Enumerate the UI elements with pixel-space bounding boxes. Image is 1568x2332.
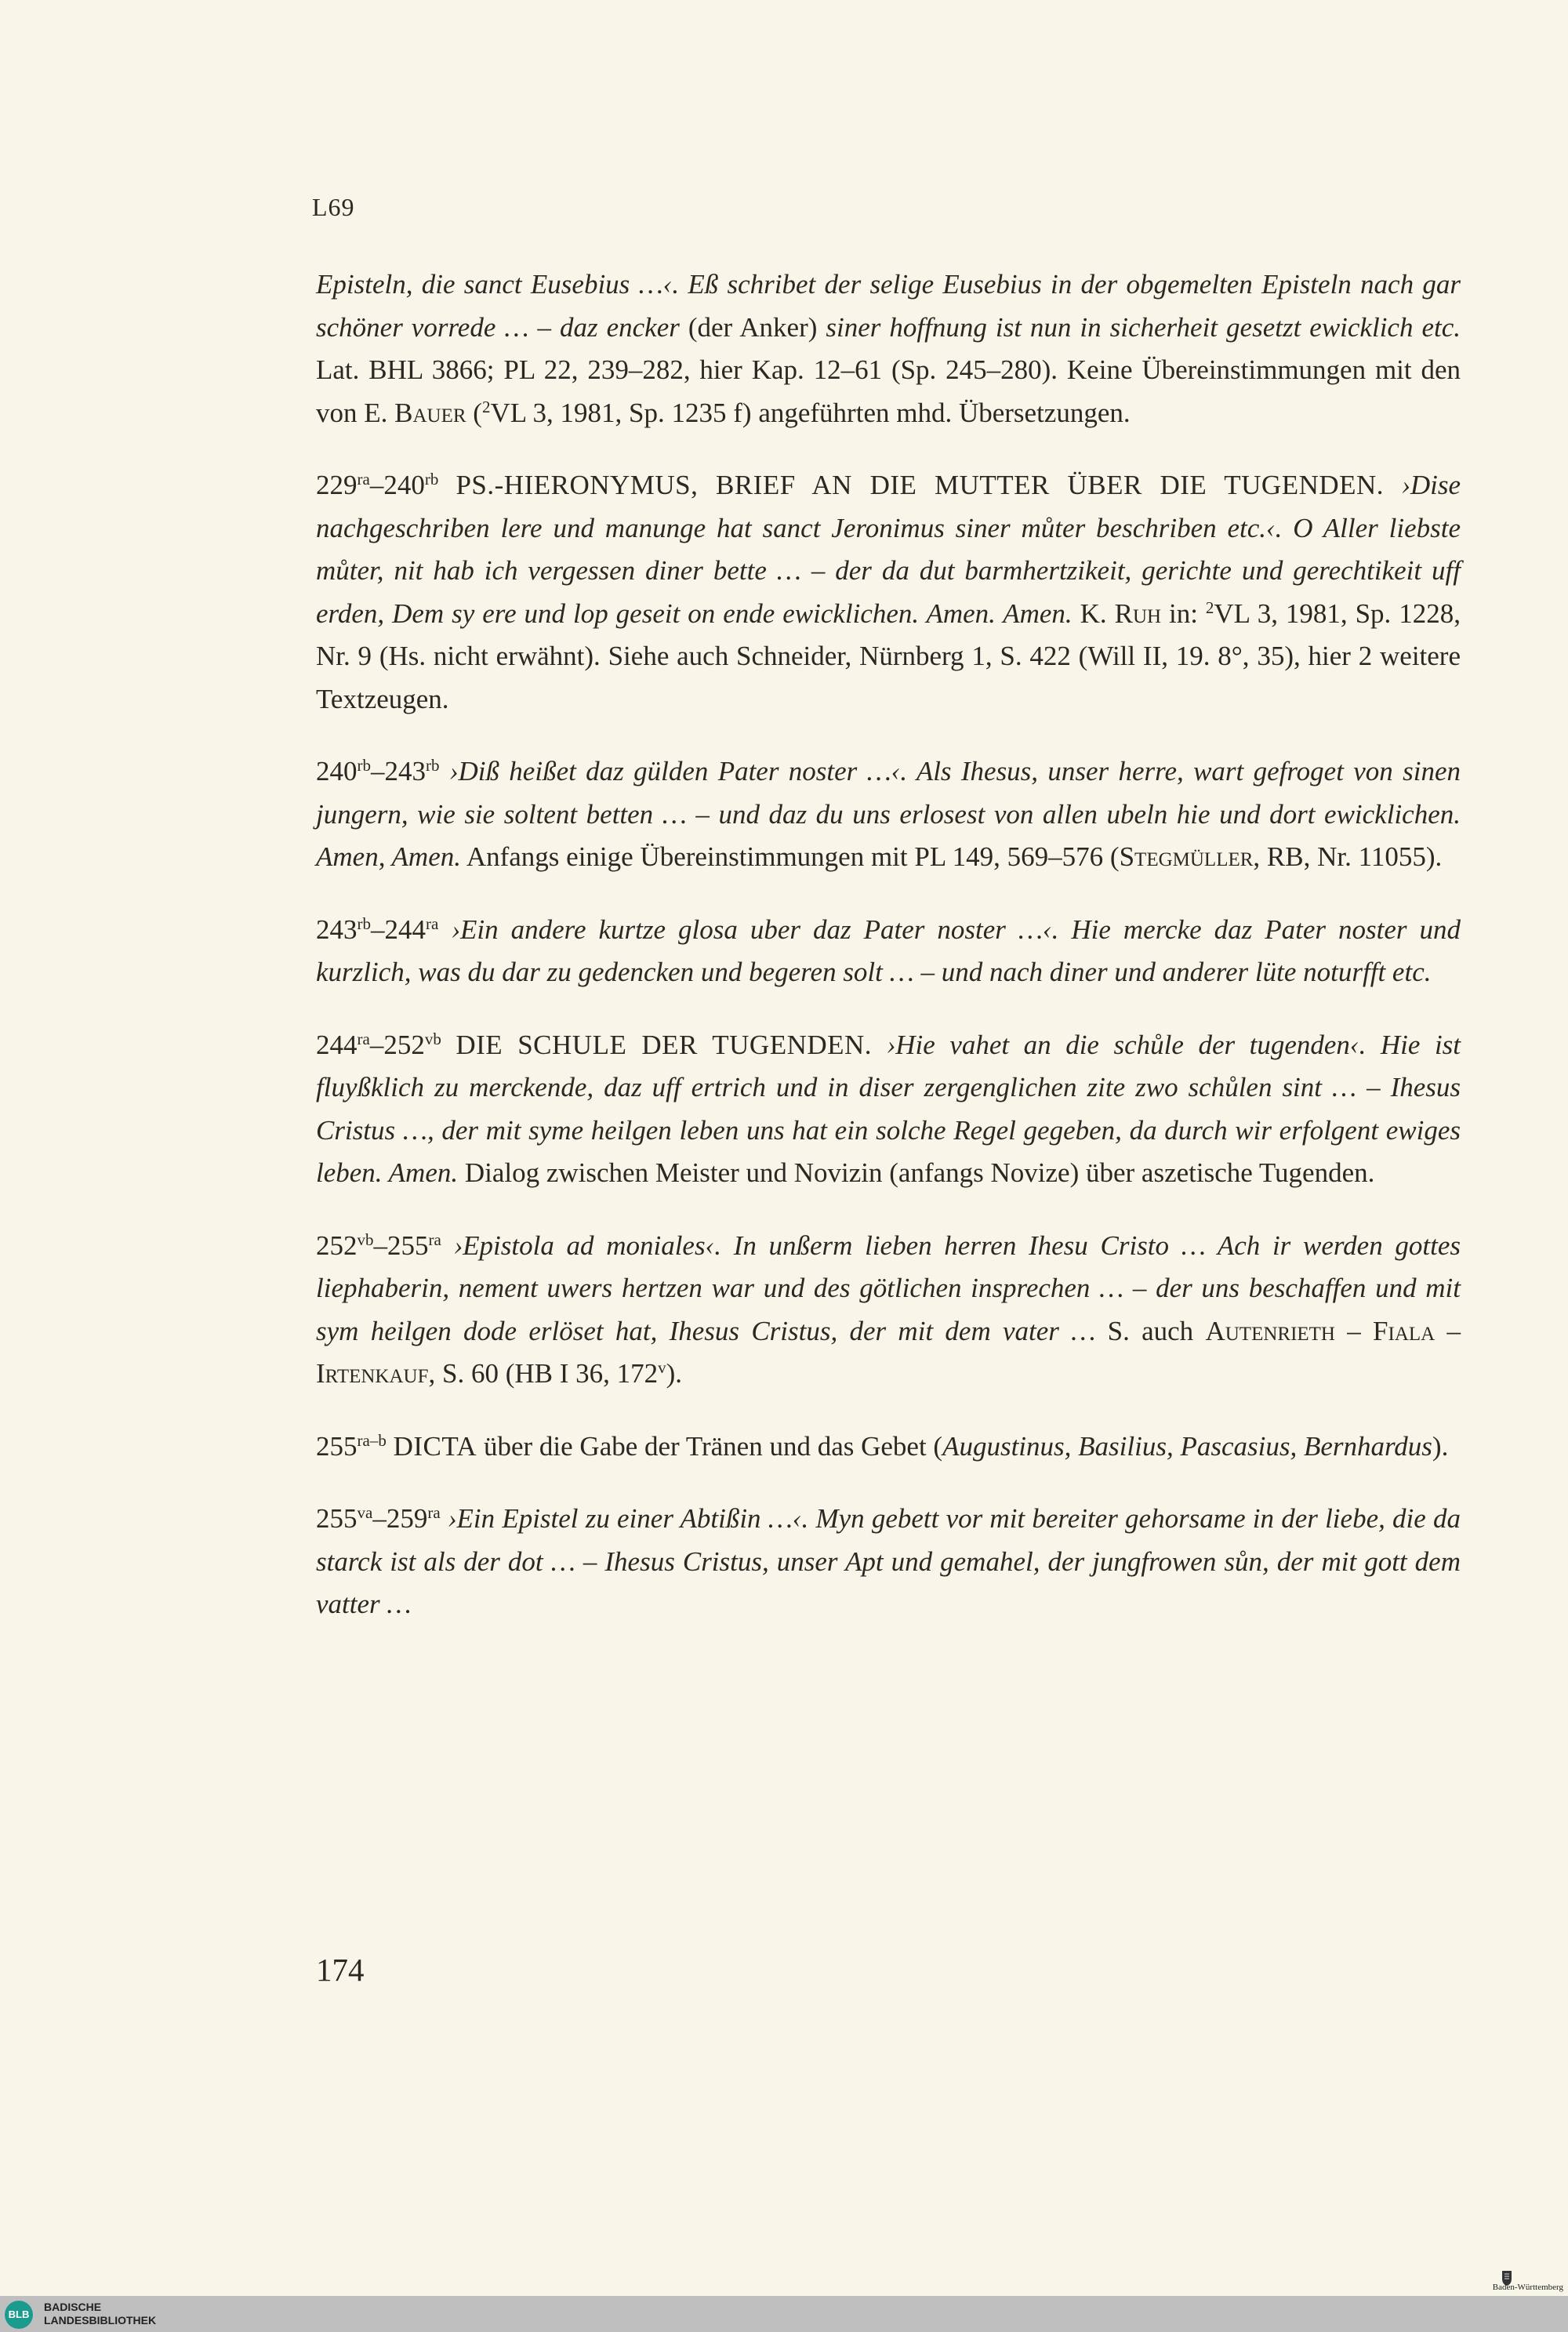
- page-number: 174: [316, 1952, 365, 1988]
- blb-logo-icon[interactable]: BLB: [5, 2301, 33, 2329]
- entry-kurtze-glosa: $243^{rb}-244^{ra}$ ›Ein andere kurtze glosa uber daz Pater noster …‹. Hie mercke daz Pater noster und kurzlich, was du dar zu gedencken und begeren solt … – und nach diner und anderer lüte noturfft etc.: [316, 914, 1461, 987]
- entry-epistel-abtissin: $255^{va}-259^{ra}$ ›Ein Epistel zu einer Abtißin …‹. Myn gebett vor mit bereiter gehorsame in der liebe, die da starck ist als der dot … – Ihesus Cristus, unser Apt und gemahel, der jungfrowen sůn, der mit gott dem vatter …: [316, 1503, 1461, 1619]
- entry-dicta: $255^{ra-b}$ DICTA über die Gabe der Tränen und das Gebet (Augustinus, Basilius, Pascasius, Bernhardus).: [316, 1430, 1449, 1462]
- library-name: BADISCHE LANDESBIBLIOTHEK: [44, 2301, 157, 2327]
- entry-hieronymus-brief: $229^{ra}-240^{rb}$ PS.-HIERONYMUS, BRIEF AN DIE MUTTER ÜBER DIE TUGENDEN. ›Dise nachgeschriben lere und manunge hat sanct Jeronimus siner můter beschriben etc.‹. O Aller liebste můter, nit hab ich vergessen diner bette … – der da dut barmhertzikeit, gerichte und gerechtikeit uff erden, Dem sy ere und lop geseit on ende ewicklichen. Amen. Amen. K. Ruh in: $^2$VL 3, 1981, Sp. 1228, Nr. 9 (Hs. nicht erwähnt). Siehe auch Schneider, Nürnberg 1, S. 422 (Will II, 19. 8°, 35), hier 2 weitere Textzeugen.: [316, 470, 1461, 714]
- entry-epistola-ad-moniales: $252^{vb}-255^{ra}$ ›Epistola ad moniales‹. In unßerm lieben herren Ihesu Cristo … Ach ir werden gottes liephaberin, nement uwers hertzen war und des götlichen insprechen … – der uns beschaffen und mit sym heilgen dode erlöset hat, Ihesus Cristus, der mit dem vater … S. auch Autenrieth – Fiala – Irtenkauf, S. 60 (HB I 36, 172$^v$).: [316, 1230, 1461, 1389]
- entry-schule-der-tugenden: $244^{ra}-252^{vb}$ DIE SCHULE DER TUGENDEN. ›Hie vahet an die schůle der tugenden‹. Hie ist fluyßklich zu merckende, daz uff ertrich und in diser zergenglichen zite zwo schůlen sint … – Ihesus Cristus …, der mit syme heilgen leben uns hat ein solche Regel gegeben, da durch wir erfolgent ewiges leben. Amen. Dialog zwischen Meister und Novizin (anfangs Novize) über aszetische Tugenden.: [316, 1029, 1461, 1188]
- state-label: Baden-Württemberg: [1492, 2283, 1563, 2292]
- library-footer-bar: [0, 2296, 1568, 2332]
- entry-eusebius-continuation: Episteln, die sanct Eusebius …‹. Eß schribet der selige Eusebius in der obgemelten Episteln nach gar schöner vorrede … – daz encker (der Anker) siner hoffnung ist nun in sicherheit gesetzt ewicklich etc. Lat. BHL 3866; PL 22, 239–282, hier Kap. 12–61 (Sp. 245–280). Keine Übereinstimmungen mit den von E. Bauer ($^2$VL 3, 1981, Sp. 1235 f) angeführten mhd. Übersetzungen.: [316, 269, 1461, 428]
- text-body: [316, 263, 1461, 1626]
- entry-guelden-pater-noster: $240^{rb}-243^{rb}$ ›Diß heißet daz gülden Pater noster …‹. Als Ihesus, unser herre, wart gefroget von sinen jungern, wie sie soltent betten … – und daz du uns erlosest von allen ubeln hie und dort ewicklichen. Amen, Amen. Anfangs einige Übereinstimmungen mit PL 149, 569–576 (Stegmüller, RB, Nr. 11055).: [316, 756, 1461, 872]
- page-header: L69: [312, 193, 355, 221]
